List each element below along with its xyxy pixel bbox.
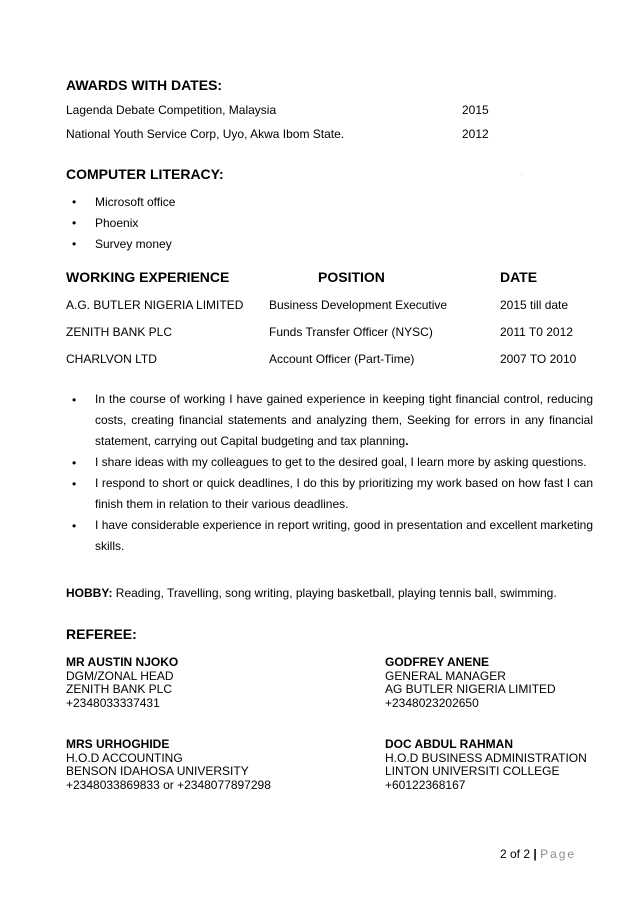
experience-company: A.G. BUTLER NIGERIA LIMITED: [66, 298, 244, 312]
experience-bullet-text: In the course of working I have gained experience in keeping tight financial control, reducing costs, creating financial statements and analyzing them, Seeking for errors in any financial statement, carrying out Capital budgeting and tax planning: [95, 392, 593, 448]
referee-card: [66, 738, 271, 792]
list-item: Microsoft office: [95, 195, 176, 209]
referee-card: [385, 656, 556, 710]
experience-position: Business Development Executive: [269, 298, 448, 312]
referee-name: DOC ABDUL RAHMAN: [385, 737, 513, 751]
experience-date: 2015 till date: [500, 298, 569, 312]
award-year: 2015: [462, 103, 489, 117]
award-name: Lagenda Debate Competition, Malaysia: [66, 103, 277, 117]
referee-org: ZENITH BANK PLC: [66, 682, 173, 696]
column-header-position: POSITION: [318, 269, 385, 285]
experience-bullet: I share ideas with my colleagues to get to the desired goal, I learn more by asking questions.: [95, 455, 587, 469]
referee-phone: +2348033337431: [66, 695, 160, 710]
experience-bullet: [95, 389, 593, 452]
referee-card: [385, 738, 587, 792]
footer-separator: |: [533, 847, 537, 861]
bullet-icon: •: [72, 456, 77, 470]
experience-position: Funds Transfer Officer (NYSC): [269, 325, 433, 339]
hobby-line: [66, 586, 557, 600]
experience-date: 2007 TO 2010: [500, 352, 577, 366]
experience-company: CHARLVON LTD: [66, 352, 157, 366]
referee-phone: +2348033869833 or +2348077897298: [66, 777, 271, 792]
referee-title: H.O.D BUSINESS ADMINISTRATION: [385, 750, 587, 765]
referee-card: [66, 656, 178, 710]
bullet-icon: •: [72, 393, 77, 407]
experience-date: 2011 T0 2012: [500, 325, 573, 339]
referee-phone: +60122368167: [385, 777, 466, 792]
experience-position: Account Officer (Part-Time): [269, 352, 415, 366]
page-number: 2 of 2: [500, 847, 531, 861]
experience-bullet: I have considerable experience in report writing, good in presentation and excellent marketing skills.: [95, 518, 593, 553]
referee-org: LINTON UNIVERSITI COLLEGE: [385, 764, 560, 778]
referee-org: AG BUTLER NIGERIA LIMITED: [385, 682, 556, 696]
award-name: National Youth Service Corp, Uyo, Akwa Ibom State.: [66, 127, 345, 141]
experience-bullet-end: .: [405, 434, 409, 448]
hobby-text: Reading, Travelling, song writing, playing basketball, playing tennis ball, swimming.: [112, 586, 557, 600]
page-label: Page: [540, 847, 577, 861]
bullet-icon: •: [72, 237, 77, 251]
referee-title: H.O.D ACCOUNTING: [66, 750, 183, 765]
bullet-icon: •: [72, 477, 77, 491]
list-item: Survey money: [95, 237, 172, 251]
column-header-company: WORKING EXPERIENCE: [66, 269, 230, 285]
list-item: Phoenix: [95, 216, 139, 230]
referee-org: BENSON IDAHOSA UNIVERSITY: [66, 764, 249, 778]
computer-literacy-heading: COMPUTER LITERACY:: [66, 166, 224, 182]
award-year: 2012: [462, 127, 489, 141]
page-footer: [500, 847, 576, 861]
referee-name: GODFREY ANENE: [385, 655, 490, 669]
bullet-icon: •: [72, 216, 77, 230]
referee-name: MRS URHOGHIDE: [66, 737, 170, 751]
column-header-date: DATE: [500, 269, 538, 285]
referee-title: GENERAL MANAGER: [385, 668, 506, 683]
awards-heading: AWARDS WITH DATES:: [66, 77, 223, 93]
stray-dot: [521, 174, 522, 175]
referee-name: MR AUSTIN NJOKO: [66, 655, 179, 669]
bullet-icon: •: [72, 195, 77, 209]
experience-company: ZENITH BANK PLC: [66, 325, 173, 339]
bullet-icon: •: [72, 519, 77, 533]
referee-heading: REFEREE:: [66, 626, 137, 642]
experience-bullet: I respond to short or quick deadlines, I do this by prioritizing my work based on how fast I can finish them in relation to their various deadlines.: [95, 476, 593, 511]
hobby-label: HOBBY:: [66, 586, 113, 600]
referee-title: DGM/ZONAL HEAD: [66, 668, 174, 683]
referee-phone: +2348023202650: [385, 695, 479, 710]
